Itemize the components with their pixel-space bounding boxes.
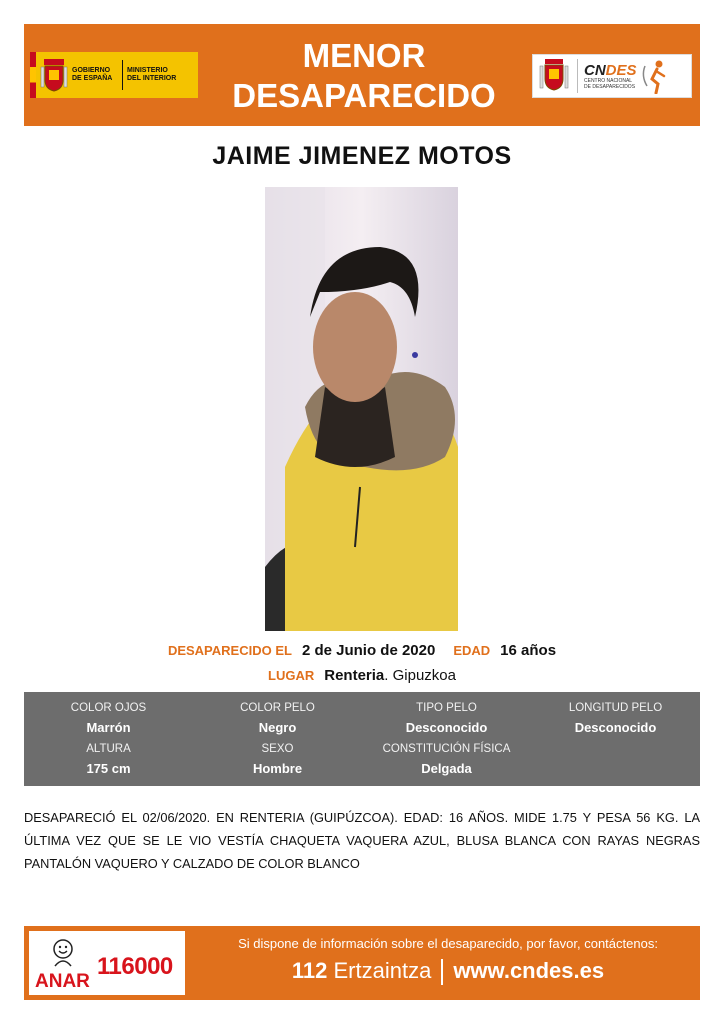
photo-illustration bbox=[265, 187, 458, 631]
gov-line1: GOBIERNO bbox=[72, 67, 111, 74]
cndes-brand-a: CN bbox=[584, 61, 606, 79]
detail-hair-type bbox=[362, 702, 531, 735]
header-banner bbox=[24, 24, 700, 126]
spain-flag-strip bbox=[30, 52, 36, 98]
cndes-brand-b: DES bbox=[605, 61, 637, 79]
detail-build bbox=[362, 743, 531, 776]
detail-value: Negro bbox=[258, 720, 297, 735]
contact-divider bbox=[441, 959, 443, 985]
age-label: EDAD bbox=[453, 643, 491, 658]
detail-hair-length bbox=[531, 702, 700, 735]
missing-date-value: 2 de Junio de 2020 bbox=[301, 642, 436, 659]
contact-footer bbox=[24, 926, 700, 1000]
title-line2: DESAPARECIDO bbox=[232, 77, 496, 114]
detail-label: CONSTITUCIÓN FÍSICA bbox=[382, 743, 511, 755]
detail-value: 175 cm bbox=[86, 761, 131, 776]
place-city: Renteria bbox=[324, 667, 385, 684]
contact-line bbox=[200, 958, 696, 985]
title-line1: MENOR bbox=[302, 37, 426, 74]
detail-label: TIPO PELO bbox=[416, 702, 477, 714]
detail-value: Marrón bbox=[86, 720, 131, 735]
person-photo bbox=[265, 187, 458, 631]
anar-logo bbox=[28, 930, 186, 996]
missing-facts-row bbox=[0, 642, 724, 659]
cndes-logo bbox=[532, 54, 692, 98]
coat-of-arms-icon bbox=[537, 57, 571, 95]
detail-label: SEXO bbox=[261, 743, 294, 755]
details-panel bbox=[24, 692, 700, 786]
cndes-divider bbox=[577, 59, 578, 93]
anar-number: 116000 bbox=[97, 953, 173, 980]
missing-date-label: DESAPARECIDO EL bbox=[167, 643, 292, 658]
detail-label: LONGITUD PELO bbox=[568, 702, 663, 714]
age-value: 16 años bbox=[500, 642, 557, 659]
description-text: DESAPARECIÓ EL 02/06/2020. EN RENTERIA (GUIPÚZCOA). EDAD: 16 AÑOS. MIDE 1.75 Y PESA 56 KG. LA ÚLTIMA VEZ QUE SE LE VIO VESTÍA CHAQUETA VAQUERA AZUL, BLUSA BLANCA CON RAYAS NEGRAS PANTALÓN VAQUERO Y CALZADO DE COLOR BLANCO bbox=[24, 810, 700, 871]
poster-title bbox=[194, 36, 534, 116]
place-label: LUGAR bbox=[268, 668, 315, 683]
detail-value: Hombre bbox=[252, 761, 303, 776]
detail-eye-color bbox=[24, 702, 193, 735]
gov-line2: DE ESPAÑA bbox=[72, 75, 113, 82]
detail-label: COLOR PELO bbox=[240, 702, 315, 714]
detail-sex bbox=[193, 743, 362, 776]
person-name: JAIME JIMENEZ MOTOS bbox=[212, 142, 512, 170]
place-region: . Gipuzkoa bbox=[384, 667, 456, 684]
detail-label: COLOR OJOS bbox=[70, 702, 147, 714]
agency-name: Ertzaintza bbox=[333, 958, 432, 983]
gov-line3: MINISTERIO bbox=[127, 67, 168, 74]
gov-divider bbox=[122, 60, 123, 90]
detail-hair-color bbox=[193, 702, 362, 735]
detail-height bbox=[24, 743, 193, 776]
coat-of-arms-icon bbox=[40, 57, 68, 93]
cndes-sub2: DE DESAPARECIDOS bbox=[584, 83, 636, 90]
phone-number[interactable]: 112 bbox=[291, 958, 328, 983]
gov-line4: DEL INTERIOR bbox=[127, 75, 177, 82]
detail-value: Delgada bbox=[421, 761, 472, 776]
anar-word: ANAR bbox=[35, 971, 90, 992]
cndes-brand bbox=[584, 63, 637, 78]
website-link[interactable]: www.cndes.es bbox=[453, 958, 605, 983]
detail-value: Desconocido bbox=[405, 720, 488, 735]
gobierno-logo bbox=[30, 52, 198, 98]
detail-value: Desconocido bbox=[574, 720, 657, 735]
place-row bbox=[0, 667, 724, 684]
smiley-face-icon bbox=[51, 939, 75, 967]
contact-text: Si dispone de información sobre el desaparecido, por favor, contáctenos: bbox=[238, 936, 658, 951]
detail-label: ALTURA bbox=[86, 743, 131, 755]
cndes-sub1: CENTRO NACIONAL bbox=[584, 77, 633, 84]
running-figure-icon bbox=[639, 58, 669, 94]
